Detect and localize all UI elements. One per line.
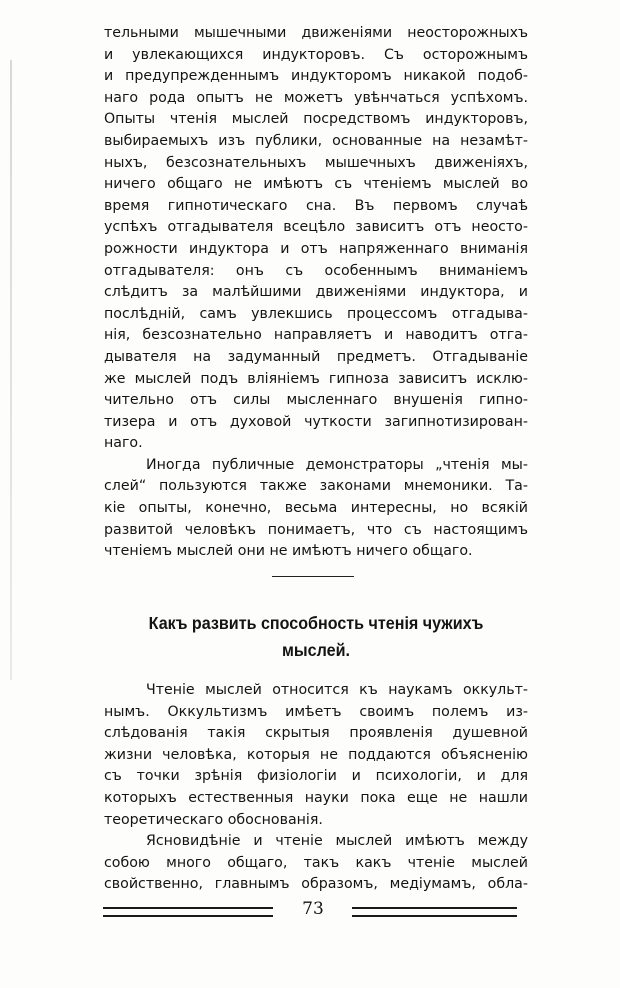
text-line: ничего общаго не имѣютъ съ чтеніемъ мыслей во [104,176,528,193]
footer-double-rule-right [352,907,517,917]
text-line: послѣдній, самъ увлекшись процессомъ отгадыва- [104,305,528,322]
text-line: слѣдованія такія скрытыя проявленія душевной [104,725,528,742]
text-line: Опыты чтенія мыслей посредствомъ индукторовъ, [104,111,528,128]
text-line: чительно отъ силы мысленнаго внушенія гипно- [104,392,528,409]
text-line: Ясновидѣніе и чтеніе мыслей имѣютъ между [146,833,528,850]
text-line: чтеніемъ мыслей они не имѣютъ ничего общаго. [104,543,473,560]
text-line: теоретическаго обоснованія. [104,811,323,828]
text-line: наго рода опытъ не можетъ увѣнчаться успѣхомъ. [104,89,528,106]
text-line: дывателя на задуманный предметъ. Отгадываніе [104,348,528,365]
text-line: наго. [104,435,143,452]
heading-line: мыслей. [282,640,350,660]
text-line: же мыслей подъ вліяніемъ гипноза зависитъ исклю- [104,370,528,387]
text-line: выбираемыхъ изъ публики, основанные на незамѣт- [104,132,528,149]
section-heading [121,610,511,664]
paragraph-section [104,680,528,896]
text-line: Иногда публичные демонстраторы „чтенія мы- [146,456,528,473]
text-line: жизни человѣка, которыя не поддаются объясненію [104,746,528,763]
text-line: собою много общаго, такъ какъ чтеніе мыслей [104,854,528,871]
paragraph-opening [104,23,528,563]
text-line: успѣхъ отгадывателя всецѣло зависитъ отъ неосто- [104,219,528,236]
text-line: которыхъ естественныя науки пока еще не нашли [104,789,528,806]
footer-double-rule-left [103,907,273,917]
text-line: нія, безсознательно направляетъ и наводитъ отга- [104,327,528,344]
text-line: рожности индуктора и отъ напряженнаго вниманія [104,240,528,257]
text-line: отгадывателя: онъ съ особеннымъ вниманіемъ [104,262,528,279]
text-line: и предупрежденнымъ индукторомъ никакой подоб- [104,68,528,85]
text-line: слѣдитъ за малѣйшими движеніями индуктора, и [104,284,528,301]
text-line: свойственно, главнымъ образомъ, медіумамъ, обла- [104,876,528,893]
text-line: нымъ. Оккультизмъ имѣетъ своимъ полемъ из- [104,703,528,720]
text-line: Чтеніе мыслей относится къ наукамъ оккульт- [146,682,528,698]
heading-line: Какъ развить способность чтенія чужихъ [148,613,484,633]
text-line: и увлекающихся индукторовъ. Съ осторожнымъ [104,46,528,63]
scan-edge-shadow [10,60,12,680]
text-line: время гипнотическаго сна. Въ первомъ случаѣ [104,197,528,214]
text-line: тельными мышечными движеніями неосторожныхъ [104,25,528,41]
text-line: съ точки зрѣнія физіологіи и психологіи, и для [104,768,528,785]
text-line: ныхъ, безсознательныхъ мышечныхъ движеніяхъ, [104,154,528,171]
text-line: кіе опыты, конечно, весьма интересны, но всякій [104,500,528,517]
text-line: тизера и отъ духовой чуткости загипнотизирован- [104,413,528,430]
text-line: развитой человѣкъ понимаетъ, что съ настоящимъ [104,521,528,538]
text-line: слей“ пользуются также законами мнемоники. Та- [104,478,528,495]
section-divider [272,576,354,577]
page-number: 73 [302,899,324,919]
